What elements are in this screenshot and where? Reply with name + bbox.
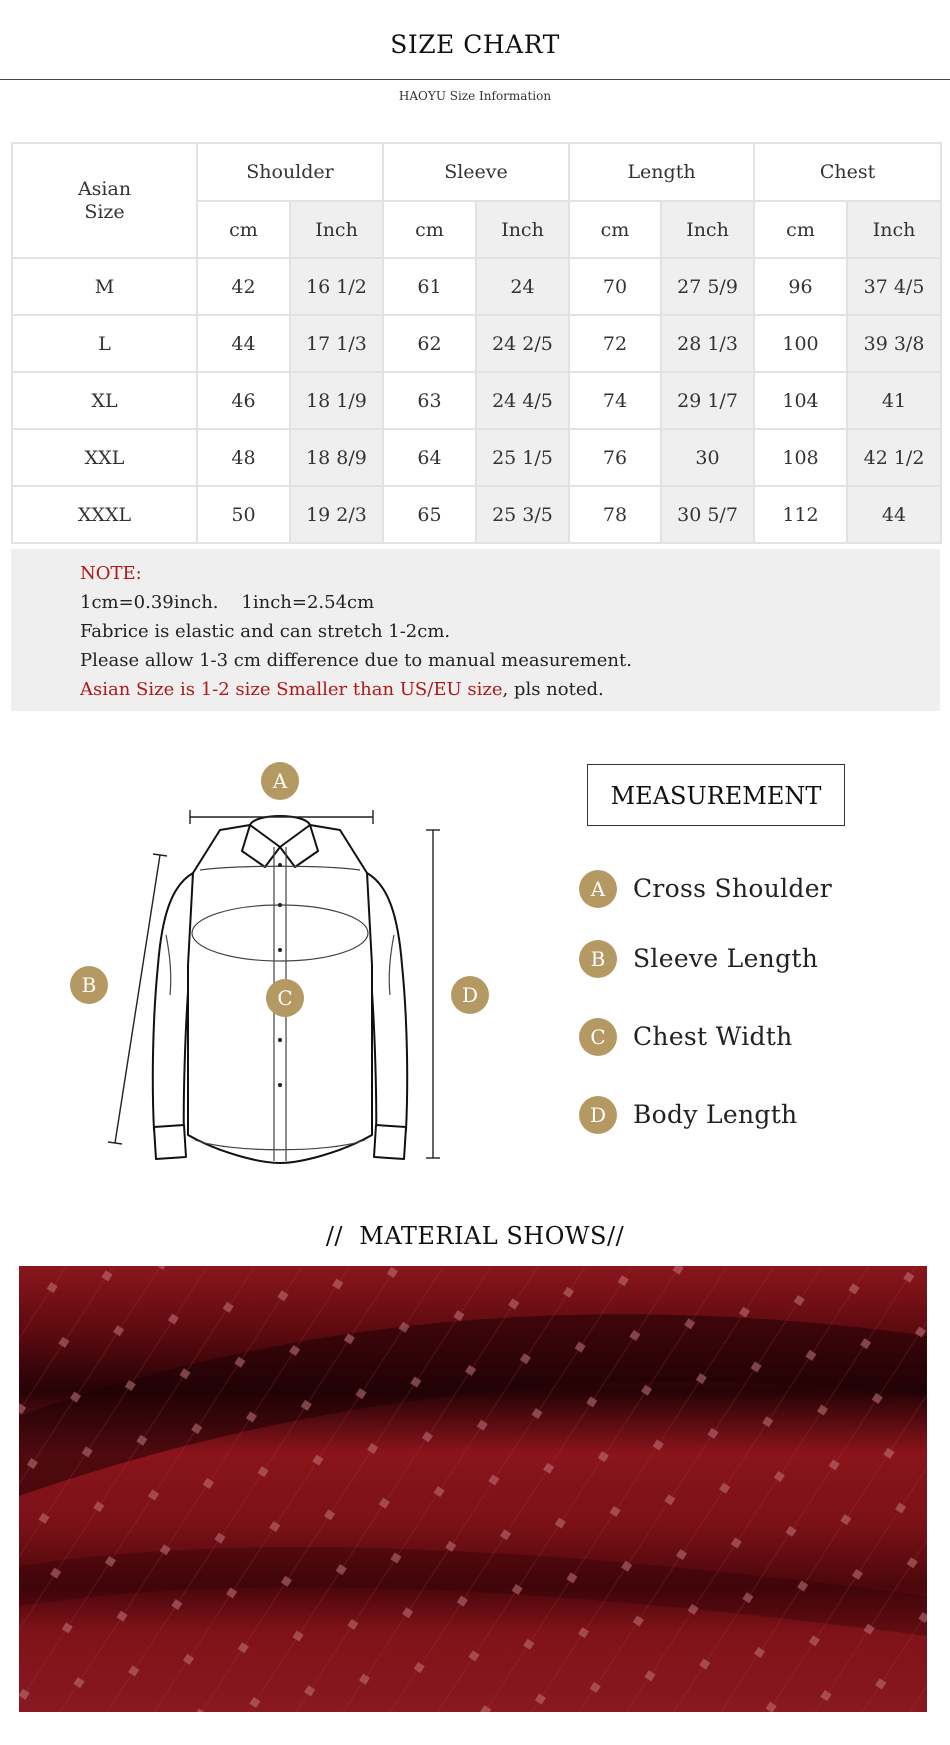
size-cell: XL: [12, 372, 197, 429]
table-cell: 50: [197, 486, 290, 543]
table-cell: 37 4/5: [847, 258, 941, 315]
unit-header: Inch: [661, 201, 754, 258]
size-cell: M: [12, 258, 197, 315]
size-header-line2: Size: [84, 200, 125, 223]
note-asian-size-warning: Asian Size is 1-2 size Smaller than US/EU size: [80, 679, 503, 700]
note-line-difference: Please allow 1-3 cm difference due to manual measurement.: [80, 650, 632, 671]
table-cell: 30 5/7: [661, 486, 754, 543]
note-line-elastic: Fabrice is elastic and can stretch 1-2cm.: [80, 621, 451, 642]
group-header-chest: Chest: [754, 143, 941, 201]
marker-b: B: [70, 966, 108, 1004]
shirt-illustration: [60, 755, 500, 1175]
page-subtitle: HAOYU Size Information: [398, 89, 552, 103]
table-row: [12, 429, 941, 486]
page-title: SIZE CHART: [390, 30, 560, 59]
legend-label: Body Length: [633, 1100, 798, 1129]
unit-header: Inch: [847, 201, 941, 258]
table-cell: 24 4/5: [476, 372, 569, 429]
table-cell: 30: [661, 429, 754, 486]
unit-header: Inch: [290, 201, 383, 258]
table-row: [12, 315, 941, 372]
size-cell: L: [12, 315, 197, 372]
note-asian-size-tail: , pls noted.: [502, 679, 604, 700]
unit-header: cm: [197, 201, 290, 258]
note-heading: NOTE:: [80, 563, 142, 584]
table-cell: 44: [847, 486, 941, 543]
unit-header: cm: [383, 201, 476, 258]
table-cell: 46: [197, 372, 290, 429]
table-cell: 61: [383, 258, 476, 315]
table-cell: 70: [569, 258, 661, 315]
table-cell: 63: [383, 372, 476, 429]
table-cell: 112: [754, 486, 847, 543]
table-cell: 78: [569, 486, 661, 543]
table-cell: 16 1/2: [290, 258, 383, 315]
note-text: [80, 559, 632, 704]
marker-a: A: [261, 762, 299, 800]
group-header-length: Length: [569, 143, 754, 201]
table-cell: 64: [383, 429, 476, 486]
table-row: [12, 258, 941, 315]
table-cell: 62: [383, 315, 476, 372]
table-cell: 29 1/7: [661, 372, 754, 429]
size-table: [11, 142, 942, 544]
table-cell: 17 1/3: [290, 315, 383, 372]
table-cell: 74: [569, 372, 661, 429]
size-header-cell: [12, 143, 197, 258]
table-cell: 72: [569, 315, 661, 372]
legend-badge: A: [579, 870, 617, 908]
table-cell: 76: [569, 429, 661, 486]
table-cell: 24 2/5: [476, 315, 569, 372]
table-cell: 41: [847, 372, 941, 429]
unit-header: Inch: [476, 201, 569, 258]
legend-label: Chest Width: [633, 1022, 793, 1051]
material-title: // MATERIAL SHOWS//: [325, 1222, 625, 1250]
table-cell: 25 1/5: [476, 429, 569, 486]
legend-badge: B: [579, 940, 617, 978]
table-cell: 42 1/2: [847, 429, 941, 486]
table-cell: 44: [197, 315, 290, 372]
table-cell: 96: [754, 258, 847, 315]
table-cell: 104: [754, 372, 847, 429]
table-cell: 28 1/3: [661, 315, 754, 372]
legend-label: Sleeve Length: [633, 944, 819, 973]
table-cell: 18 1/9: [290, 372, 383, 429]
marker-d: D: [451, 976, 489, 1014]
legend-badge: C: [579, 1018, 617, 1056]
table-cell: 27 5/9: [661, 258, 754, 315]
table-cell: 18 8/9: [290, 429, 383, 486]
unit-header: cm: [569, 201, 661, 258]
table-cell: 65: [383, 486, 476, 543]
note-box: [11, 549, 940, 711]
fabric-photo: [19, 1266, 927, 1712]
table-cell: 39 3/8: [847, 315, 941, 372]
unit-header: cm: [754, 201, 847, 258]
group-header-sleeve: Sleeve: [383, 143, 569, 201]
table-row: [12, 372, 941, 429]
table-cell: 100: [754, 315, 847, 372]
table-cell: 19 2/3: [290, 486, 383, 543]
table-cell: 42: [197, 258, 290, 315]
title-bar: [0, 0, 950, 80]
table-header-row: [12, 143, 941, 201]
table-cell: 48: [197, 429, 290, 486]
group-header-shoulder: Shoulder: [197, 143, 383, 201]
legend-badge: D: [579, 1096, 617, 1134]
note-line-conversion: 1cm=0.39inch. 1inch=2.54cm: [80, 592, 375, 613]
note-line-asian-size: [80, 675, 632, 704]
legend-label: Cross Shoulder: [633, 874, 833, 903]
measurement-title: MEASUREMENT: [587, 764, 845, 826]
table-row: [12, 486, 941, 543]
size-cell: XXL: [12, 429, 197, 486]
table-cell: 25 3/5: [476, 486, 569, 543]
size-header-line1: Asian: [77, 177, 132, 200]
size-cell: XXXL: [12, 486, 197, 543]
table-cell: 108: [754, 429, 847, 486]
table-cell: 24: [476, 258, 569, 315]
marker-c: C: [266, 979, 304, 1017]
